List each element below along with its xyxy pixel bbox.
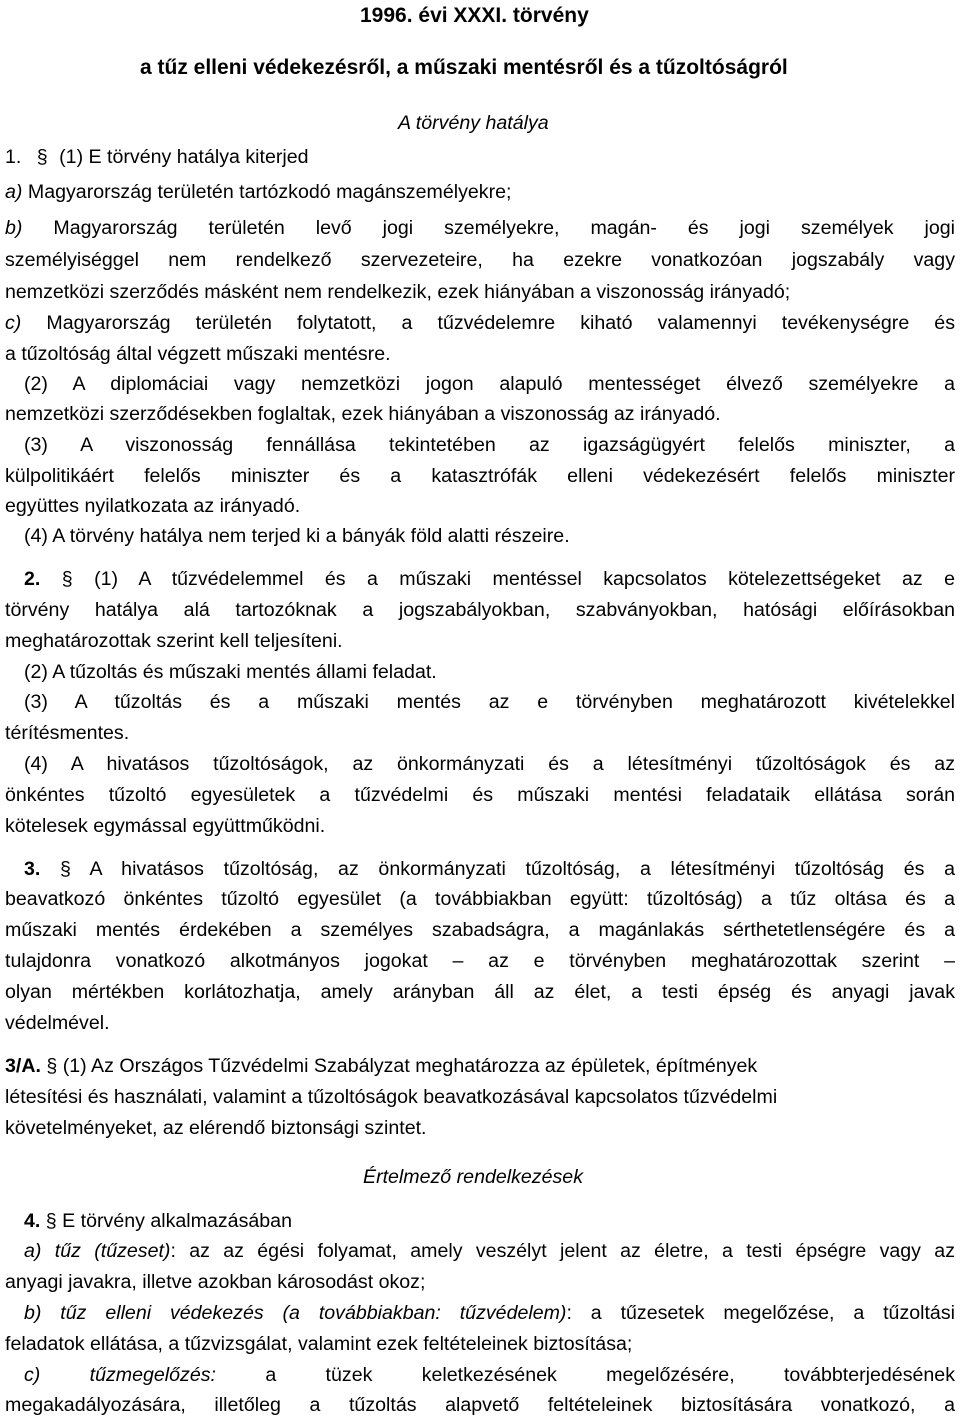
definition-c bbox=[24, 1360, 955, 1391]
definition-a bbox=[24, 1236, 955, 1267]
text-line: nemzetközi szerződés másként nem rendelkezik, ezek hiányában a viszonosság irányadó; bbox=[5, 281, 791, 303]
text-line: létesítési és használati, valamint a tűzoltóságok beavatkozásával kapcsolatos tűzvédelmi bbox=[5, 1086, 778, 1108]
section-number: 4. bbox=[24, 1210, 41, 1232]
document-subtitle: a tűz elleni védekezésről, a műszaki mentésről és a tűzoltóságról bbox=[140, 56, 788, 79]
text-line: követelményeket, az elérendő biztonsági szintet. bbox=[5, 1117, 427, 1139]
point-text: Magyarország területén tartózkodó magánszemélyekre; bbox=[22, 181, 512, 203]
text-line: műszaki mentés érdekében a személyes szabadságra, a magánlakás sérthetetlenségére és a bbox=[5, 919, 955, 941]
paragraph-1-4: (4) A törvény hatálya nem terjed ki a bányák föld alatti részeire. bbox=[24, 525, 570, 547]
paragraph-text: (1) E törvény hatálya kiterjed bbox=[59, 146, 309, 168]
paragraph-2-2: (2) A tűzoltás és műszaki mentés állami feladat. bbox=[24, 661, 437, 683]
paragraph-1-2: (2) A diplomáciai vagy nemzetközi jogon alapuló mentességet élvező személyekre a bbox=[24, 373, 955, 395]
point-text: Magyarország területén levő jogi személyekre, magán- és jogi személyek jogi bbox=[22, 217, 955, 239]
text-line: megakadályozására, illetőleg a tűzoltás alapvető feltételeinek biztosítására vonatkozó, a bbox=[5, 1394, 955, 1416]
paragraph-2-3: (3) A tűzoltás és a műszaki mentés az e törvényben meghatározott kivételekkel bbox=[24, 691, 955, 713]
section-number: 1. bbox=[5, 146, 22, 168]
text-line: a tűzoltóság által végzett műszaki mentésre. bbox=[5, 343, 391, 365]
text-line: kötelesek egymással együttműködni. bbox=[5, 815, 326, 837]
text-line: feladatok ellátása, a tűzvizsgálat, valamint ezek feltételeinek biztosítása; bbox=[5, 1333, 633, 1355]
definition-b bbox=[24, 1298, 955, 1329]
paragraph-4 bbox=[24, 1206, 955, 1237]
section-number: 3. bbox=[24, 858, 41, 880]
text-line: olyan mértékben korlátozhatja, amely arányban áll az élet, a testi épség és anyagi javak bbox=[5, 981, 955, 1003]
paragraph-text: E törvény alkalmazásában bbox=[62, 1210, 292, 1232]
text-line: beavatkozó önkéntes tűzoltó egyesület (a továbbiakban együtt: tűzoltóság) a tűz oltása és a bbox=[5, 888, 955, 910]
definition-text: a tüzek keletkezésének megelőzésére, továbbterjedésének bbox=[216, 1364, 955, 1386]
section-sign-icon: § bbox=[60, 858, 71, 880]
point-text: Magyarország területén folytatott, a tűzvédelemre kiható valamennyi tevékenységre és bbox=[21, 312, 955, 334]
paragraph-3a bbox=[5, 1051, 955, 1082]
point-label: b) bbox=[5, 217, 23, 239]
point-a bbox=[5, 177, 955, 208]
text-line: együttes nyilatkozata az irányadó. bbox=[5, 495, 301, 517]
section-sign-icon: § bbox=[46, 1055, 58, 1077]
section-number: 2. bbox=[24, 568, 41, 590]
point-b bbox=[5, 213, 955, 244]
paragraph-1-1 bbox=[5, 142, 955, 173]
section-number: 3/A. bbox=[5, 1055, 41, 1077]
section-heading-definitions: Értelmező rendelkezések bbox=[363, 1166, 583, 1188]
paragraph-text: (1) Az Országos Tűzvédelmi Szabályzat meghatározza az épületek, építmények bbox=[62, 1055, 758, 1077]
text-line: meghatározottak szerint kell teljesíteni. bbox=[5, 630, 343, 652]
section-sign-icon: § bbox=[36, 146, 48, 168]
definition-term: c) tűzmegelőzés: bbox=[24, 1364, 216, 1386]
definition-term: a) tűz (tűzeset) bbox=[24, 1240, 171, 1262]
definition-text: : az az égési folyamat, amely veszélyt jelent az életre, a testi épségre vagy az bbox=[170, 1240, 956, 1262]
paragraph-2-4: (4) A hivatásos tűzoltóságok, az önkormányzati és a létesítményi tűzoltóságok és az bbox=[24, 753, 955, 775]
text-line: védelmével. bbox=[5, 1012, 110, 1034]
text-line: tulajdonra vonatkozó alkotmányos jogokat – az e törvényben meghatározottak szerint – bbox=[5, 950, 955, 972]
definition-text: : a tűzesetek megelőzése, a tűzoltási bbox=[566, 1302, 955, 1324]
section-heading-scope: A törvény hatálya bbox=[398, 112, 549, 134]
text-line: önkéntes tűzoltó egyesületek a tűzvédelmi és műszaki mentési feladataik ellátása során bbox=[5, 784, 955, 806]
point-label: c) bbox=[5, 312, 22, 334]
paragraph-3 bbox=[24, 854, 955, 885]
paragraph-text: (1) A tűzvédelemmel és a műszaki mentéssel kapcsolatos kötelezettségeket az e bbox=[94, 568, 955, 590]
section-sign-icon: § bbox=[45, 1210, 57, 1232]
section-sign-icon: § bbox=[61, 568, 73, 590]
definition-term: b) tűz elleni védekezés (a továbbiakban: tűzvédelem) bbox=[24, 1302, 567, 1324]
paragraph-1-3: (3) A viszonosság fennállása tekintetében az igazságügyért felelős miniszter, a bbox=[24, 434, 955, 456]
text-line: térítésmentes. bbox=[5, 722, 130, 744]
document-title: 1996. évi XXXI. törvény bbox=[360, 4, 589, 27]
point-c bbox=[5, 308, 955, 339]
text-line: anyagi javakra, illetve azokban károsodást okoz; bbox=[5, 1271, 426, 1293]
text-line: nemzetközi szerződésekben foglaltak, ezek hiányában a viszonosság az irányadó. bbox=[5, 403, 721, 425]
point-label: a) bbox=[5, 181, 23, 203]
text-line: törvény hatálya alá tartozóknak a jogszabályokban, szabványokban, hatósági előírásokban bbox=[5, 599, 955, 621]
paragraph-text: A hivatásos tűzoltóság, az önkormányzati tűzoltóság, a létesítményi tűzoltóság és a bbox=[89, 858, 955, 880]
text-line: külpolitikáért felelős miniszter és a katasztrófák elleni védekezésért felelős miniszter bbox=[5, 465, 955, 487]
text-line: személyiséggel nem rendelkező szervezeteire, ha ezekre vonatkozóan jogszabály vagy bbox=[5, 249, 955, 271]
paragraph-2-1 bbox=[24, 564, 955, 595]
